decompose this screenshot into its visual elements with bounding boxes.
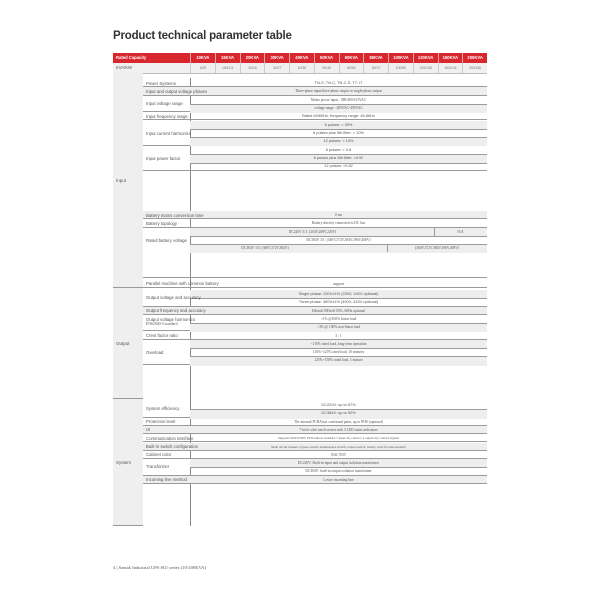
- row-ui: [143, 426, 487, 434]
- row-conversion-time: [143, 211, 487, 219]
- row-communication: [143, 434, 487, 442]
- row-system-efficiency: [143, 401, 487, 418]
- row-protection-level: [143, 418, 487, 426]
- param-value: Three-phase input/three-phase output or single-phase output: [295, 89, 382, 94]
- param-label: Communication interface: [146, 435, 194, 441]
- param-value: Three-phase: 380V±1% (400V, 415V optional): [298, 299, 379, 305]
- row-power-factor: [143, 146, 487, 171]
- param-value: RAL7035: [331, 452, 346, 457]
- param-value: support: [333, 281, 344, 286]
- param-value: N/A: [457, 229, 464, 234]
- page-title: Product technical parameter table: [113, 30, 292, 42]
- param-label: Crest factor ratio: [146, 333, 178, 338]
- param-value: Rated 50/60Hz, frequency range: 45-66Hz: [301, 113, 376, 119]
- capacity-header: 200KVA: [462, 53, 487, 63]
- param-value: Supports RS232/485, EPO button, standard 1 input dry contact, 2 output dry contact signals: [277, 436, 400, 441]
- kva-kw-value: 200/180: [462, 63, 487, 73]
- param-label: Input current harmonics: [146, 130, 192, 136]
- param-value: Default 50Hz±0.05%, 60Hz optional: [312, 308, 365, 313]
- row-transformer: [143, 459, 487, 476]
- capacity-header: 80KVA: [363, 53, 388, 63]
- group-system: System: [113, 399, 143, 526]
- kva-kw-value: 15/13.5: [215, 63, 240, 73]
- row-overload: [143, 340, 487, 365]
- capacity-header: 50KVA: [314, 53, 339, 63]
- param-label: Overload: [146, 349, 164, 355]
- capacity-header: 30KVA: [264, 53, 289, 63]
- row-output-frequency: [143, 307, 487, 315]
- kva-kw-value: 10/9: [190, 63, 215, 73]
- param-value: <110% rated load, long-term operation: [310, 341, 367, 346]
- param-value: DC220V: Built-in input and output isolation transformer: [297, 461, 380, 466]
- param-label: Battery mains conversion time: [146, 212, 204, 218]
- capacity-header: 160KVA: [438, 53, 463, 63]
- row-battery-topology: [143, 219, 487, 227]
- param-value: DC220V: up to 87%: [321, 402, 356, 407]
- param-label: Output voltage harmonics: [146, 317, 195, 323]
- param-label: Input frequency range: [146, 113, 188, 119]
- param-value: DC384V: built-in output isolation transformer: [305, 469, 372, 474]
- row-input-frequency: [143, 112, 487, 120]
- capacity-header: 40KVA: [289, 53, 314, 63]
- param-label: Protection level: [146, 419, 176, 425]
- kva-kw-value: 120/108: [413, 63, 438, 73]
- row-battery-voltage: [143, 228, 487, 278]
- group-input: Input: [113, 73, 143, 288]
- param-label: Output voltage and accuracy: [146, 295, 201, 300]
- kva-kw-value: 80/72: [363, 63, 388, 73]
- param-value: The internal PCBA has conformal paint, up to IP40 (optional): [294, 419, 383, 424]
- param-label: Rated battery voltage: [146, 237, 187, 243]
- param-label: Input voltage range: [146, 101, 183, 107]
- param-label: System efficiency: [146, 406, 180, 411]
- row-power-systems: [143, 79, 487, 87]
- row-switch-config: [143, 443, 487, 451]
- param-label: Input power factor: [146, 155, 181, 161]
- param-value: DC384V 3/1: (360V,372V,384V,396V,408V): [306, 237, 371, 242]
- param-label: Incoming line method: [146, 477, 187, 483]
- group-output: Output: [113, 288, 143, 399]
- param-label: Input and output voltage phases: [146, 88, 208, 94]
- param-value: DC384V 3/3: (360V,372V,384V): [241, 246, 289, 251]
- param-value: 6 pulses: < 30%: [324, 121, 353, 127]
- param-value: Battery directly connected to DC bus: [311, 221, 366, 226]
- param-value: 110%~125% rated load, 10 minutes: [312, 350, 365, 355]
- param-value: 6 pulses plus 5th filter: >0.92: [313, 154, 364, 160]
- capacity-header: 100KVA: [388, 53, 413, 63]
- param-label: Cabinet color: [146, 452, 172, 458]
- param-value: <1% @100% linear load: [320, 316, 357, 321]
- row-output-voltage: [143, 290, 487, 307]
- capacity-header: 20KVA: [240, 53, 265, 63]
- param-label-standard: EN62040-3 standard: [146, 322, 178, 327]
- param-value: TN-S, TN-C, TN-C-S, TT, IT: [314, 80, 363, 85]
- param-value: voltage range : 285VAC-495VAC: [314, 105, 363, 110]
- kva-kw-row: [113, 63, 487, 74]
- param-value: Mains power input : 380/400/415VAC: [310, 97, 367, 102]
- param-label: UI: [146, 427, 151, 433]
- param-value: DC220V 3/1: (204V,208V,220V): [288, 229, 337, 234]
- kva-kw-value: 20/18: [240, 63, 265, 73]
- kva-kw-value: 60/54: [339, 63, 364, 73]
- param-value: 6 pulses: > 0.8: [325, 146, 352, 152]
- table-header-row: [113, 53, 487, 63]
- capacity-header: 15KVA: [215, 53, 240, 63]
- param-value: 6 pulses plus 5th filter: < 10%: [313, 129, 364, 135]
- param-label: Built-in switch configuration: [146, 444, 199, 449]
- param-value: 12 pulses: < 10%: [323, 138, 354, 144]
- param-label: Power Systems: [146, 80, 176, 86]
- row-incoming-line: [143, 476, 487, 484]
- param-label: Output frequency and accuracy: [146, 308, 206, 314]
- kva-kw-value: 160/144: [438, 63, 463, 73]
- row-crest-factor: [143, 332, 487, 340]
- param-value: DC384V: up to 92%: [321, 410, 356, 416]
- param-value: Single phase: 220V±1% (230V, 240V optional): [298, 291, 379, 296]
- param-label: Parallel machine with common battery: [146, 281, 219, 286]
- param-value: 0 ms: [335, 213, 342, 217]
- param-value: 3 : 1: [335, 333, 342, 338]
- rated-capacity-header: Rated Capacity: [113, 53, 190, 63]
- row-output-harmonics: [143, 315, 487, 332]
- capacity-header: 120KVA: [413, 53, 438, 63]
- param-value: 125%~150% rated load, 1 minute: [314, 358, 363, 363]
- row-input-voltage-range: [143, 96, 487, 113]
- row-current-harmonics: [143, 121, 487, 146]
- capacity-header: 10KVA: [190, 53, 215, 63]
- kva-kw-label: KVA/KW: [116, 65, 132, 70]
- param-value: Lower incoming line: [323, 477, 354, 482]
- row-voltage-phases: [143, 87, 487, 95]
- param-label: Transformer: [146, 464, 170, 470]
- param-label: Battery topology: [146, 220, 178, 226]
- param-value: (360V,372V,384V,396V,408V): [414, 246, 460, 251]
- kva-kw-value: 40/36: [289, 63, 314, 73]
- capacity-header: 60KVA: [339, 53, 364, 63]
- row-cabinet-color: [143, 451, 487, 459]
- param-value: 12 pulses: >0.82: [324, 163, 353, 169]
- page-footer: 4 | Santak Industrial UPS SIU series (10-200KVA): [113, 565, 207, 570]
- param-value: <3% @ 100% non-linear load: [316, 325, 361, 330]
- kva-kw-value: 100/90: [388, 63, 413, 73]
- row-parallel-battery: [143, 280, 487, 288]
- kva-kw-value: 50/45: [314, 63, 339, 73]
- param-value: Main circuit breaker, bypass switch, maintenance switch, output switch, battery switch (some models): [271, 444, 406, 449]
- param-value: 7-inch color touch screen with 3 LED status indicators: [299, 427, 378, 432]
- kva-kw-value: 30/27: [264, 63, 289, 73]
